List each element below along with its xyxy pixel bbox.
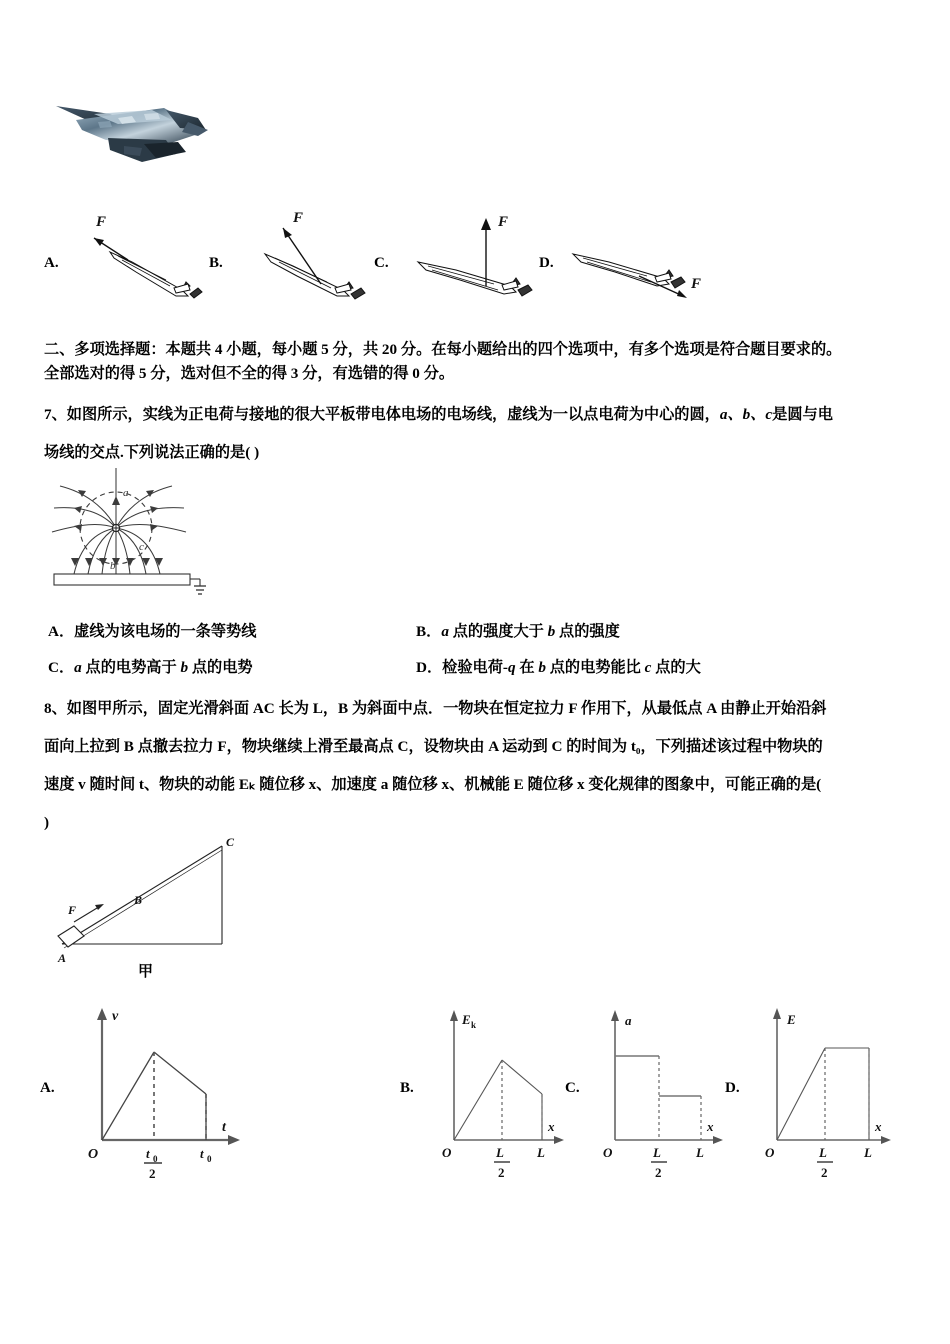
q8-option-b-chart (426, 998, 586, 1188)
q7-option-c-label: C． (48, 659, 75, 676)
q8-option-d-label: D. (725, 1080, 740, 1096)
section-heading-line1: 二、多项选择题：本题共 4 小题，每小题 5 分，共 20 分。在每小题给出的四个选项中，有多个选项是符合题目要求的。 (44, 341, 842, 358)
q7-stem-abc: a、b、c (719, 406, 773, 423)
q6-option-b-label: B. (209, 255, 223, 271)
q6-option-d-force-label: F (691, 276, 702, 292)
q7-option-b-label: B． (416, 623, 442, 640)
q6-option-a-figure (70, 200, 210, 306)
q8-stem-line3: 速度 v 随时间 t、物块的动能 Eₖ 随位移 x、加速度 a 随位移 x、机械能 E 随位移 x 变化规律的图象中，可能正确的是( (44, 776, 822, 793)
field-point-label-b: b (110, 560, 116, 572)
q7-option-a-label: A． (48, 623, 75, 640)
q8-a-ylabel: v (112, 1009, 119, 1024)
electric-field-lines-diagram (44, 466, 212, 598)
q8-d-xtick-full: L (864, 1145, 872, 1160)
q8-d-xlabel: x (875, 1119, 882, 1134)
q8-c-xtick-half (651, 1145, 667, 1180)
svg-text:0: 0 (153, 1154, 158, 1164)
q6-option-c[interactable] (374, 200, 539, 306)
q7-option-a-text: 虚线为该电场的一条等势线 (74, 623, 257, 640)
q6-option-c-figure (400, 200, 540, 306)
q8-a-xlabel: t (222, 1120, 226, 1135)
q8-d-ylabel: E (787, 1012, 796, 1027)
q8-option-a-chart (66, 998, 254, 1188)
q8-option-c[interactable] (565, 998, 745, 1188)
q8-c-origin-label: O (603, 1145, 613, 1160)
q8-option-a[interactable] (40, 998, 255, 1188)
svg-text:L: L (496, 1145, 504, 1160)
svg-text:2: 2 (821, 1165, 828, 1180)
incline-figure-caption: 甲 (138, 964, 154, 980)
q8-stem-line4: ) (44, 814, 50, 831)
section-heading-line2: 全部选对的得 5 分，选对但不全的得 3 分，有选错的得 0 分。 (44, 365, 455, 382)
q8-option-b-label: B. (400, 1080, 414, 1096)
svg-text:E: E (462, 1012, 471, 1027)
inclined-plane-diagram (44, 832, 294, 982)
q7-option-a[interactable] (48, 620, 256, 641)
incline-point-c: C (226, 835, 235, 849)
q8-option-d-chart (751, 998, 921, 1188)
question7-stem (44, 396, 920, 472)
q8-b-xtick-half (494, 1145, 510, 1180)
q7-stem-part2: 是圆与电 (772, 406, 833, 423)
question8-stem (44, 690, 922, 842)
svg-text:2: 2 (149, 1166, 156, 1181)
svg-text:L: L (819, 1145, 827, 1160)
incline-force-label: F (68, 903, 77, 917)
q6-option-c-force-label: F (498, 214, 509, 230)
field-point-label-a: a (123, 487, 129, 499)
q8-b-origin-label: O (442, 1145, 452, 1160)
q7-option-d-label: D． (416, 659, 443, 676)
q8-a-xtick-full (200, 1146, 212, 1164)
q6-option-c-label: C. (374, 255, 389, 271)
q8-a-xtick-half (144, 1146, 162, 1181)
svg-text:t: t (200, 1146, 204, 1161)
fighter-jet-photo (48, 78, 216, 174)
svg-text:k: k (471, 1020, 477, 1030)
q7-stem-part1: 7、如图所示，实线为正电荷与接地的很大平板带电体电场的电场线，虚线为一以点电荷为中心的圆， (44, 406, 720, 423)
q6-option-d-figure (565, 200, 705, 306)
svg-text:0: 0 (207, 1154, 212, 1164)
q6-option-d[interactable] (539, 200, 704, 306)
q8-option-b[interactable] (400, 998, 580, 1188)
question8-graph-options (40, 998, 940, 1188)
field-point-label-c: c (139, 541, 144, 553)
q8-c-xtick-full: L (696, 1145, 704, 1160)
q8-b-xtick-full: L (537, 1145, 545, 1160)
q8-c-xlabel: x (707, 1119, 714, 1134)
question7-options (44, 620, 924, 684)
q8-option-d[interactable] (725, 998, 925, 1188)
q8-d-origin-label: O (765, 1145, 775, 1160)
q6-option-d-label: D. (539, 255, 554, 271)
q8-b-ylabel (461, 1012, 476, 1030)
q8-option-c-label: C. (565, 1080, 580, 1096)
q8-c-ylabel: a (625, 1013, 632, 1028)
q8-b-xlabel: x (548, 1119, 555, 1134)
q8-d-xtick-half (817, 1145, 833, 1180)
q6-option-a-force-label: F (96, 214, 107, 230)
svg-text:L: L (653, 1145, 661, 1160)
q8-stem-line1: 8、如图甲所示，固定光滑斜面 AC 长为 L，B 为斜面中点．一物块在恒定拉力 F 作用下，从最低点 A 由静止开始沿斜 (44, 700, 827, 717)
q6-option-a-label: A. (44, 255, 59, 271)
svg-text:2: 2 (655, 1165, 662, 1180)
q6-option-b-figure (235, 200, 375, 306)
q7-option-b[interactable]: B．a 点的强度大于 b 点的强度 (416, 623, 620, 640)
q8-option-a-label: A. (40, 1080, 55, 1096)
q6-option-a[interactable] (44, 200, 209, 306)
q7-option-d[interactable]: D．检验电荷-q 在 b 点的电势能比 c 点的大 (416, 659, 701, 676)
q7-stem-part3: 场线的交点.下列说法正确的是( ) (44, 444, 260, 461)
question6-options-row (44, 200, 914, 306)
q6-option-b-force-label: F (293, 210, 304, 226)
q8-stem-line2: 面向上拉到 B 点撤去拉力 F，物块继续上滑至最高点 C，设物块由 A 运动到 C 的时间为 t₀，下列描述该过程中物块的 (44, 738, 823, 755)
incline-point-a: A (58, 951, 67, 965)
section-heading (44, 338, 918, 386)
svg-text:t: t (146, 1146, 150, 1161)
q6-option-b[interactable] (209, 200, 374, 306)
svg-text:2: 2 (498, 1165, 505, 1180)
q7-option-c[interactable]: C．a 点的电势高于 b 点的电势 (48, 659, 253, 676)
incline-point-b: B (134, 893, 143, 907)
q8-a-origin-label: O (88, 1147, 99, 1162)
